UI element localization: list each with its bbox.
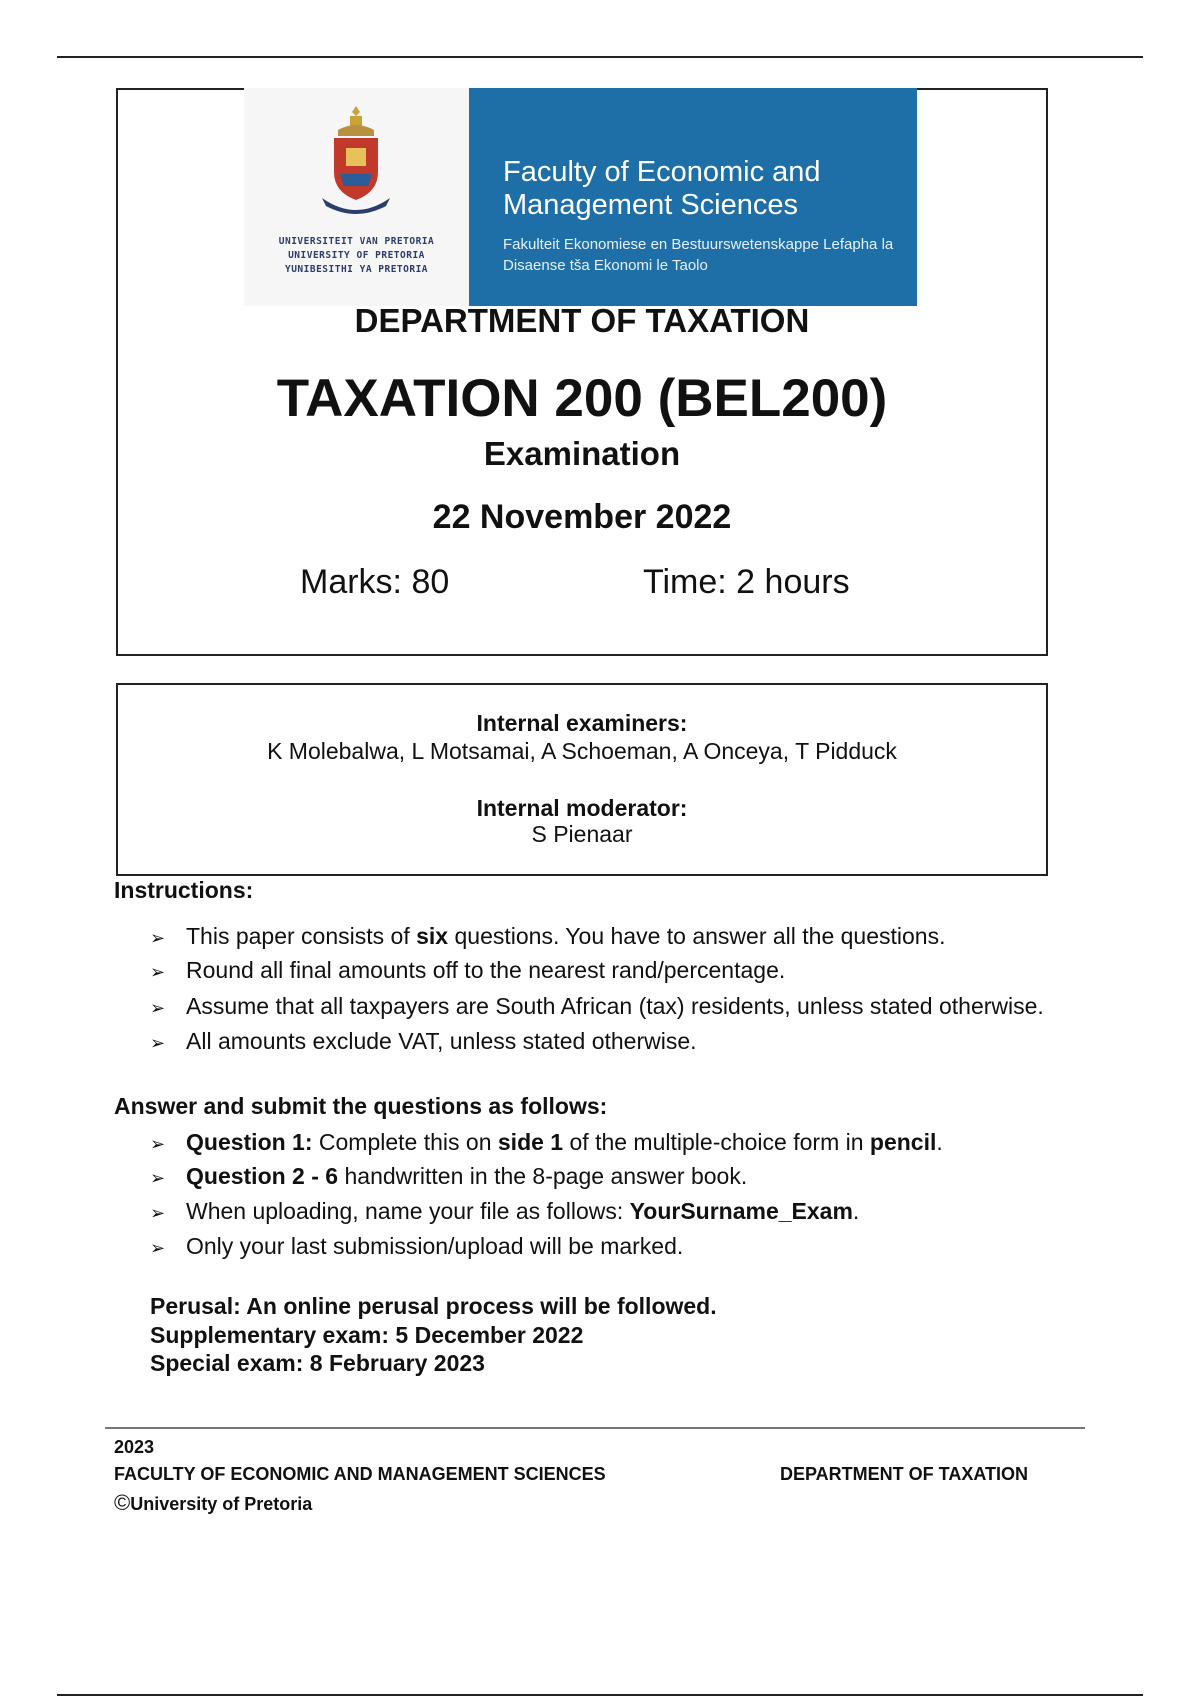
instruction-item: ➢ Assume that all taxpayers are South African (tax) residents, unless stated otherwise. bbox=[150, 993, 1044, 1019]
instruction-item: ➢ All amounts exclude VAT, unless stated otherwise. bbox=[150, 1028, 697, 1054]
examiners-label: Internal examiners: bbox=[476, 710, 688, 736]
moderator-label: Internal moderator: bbox=[476, 795, 688, 821]
university-crest-icon bbox=[316, 102, 396, 222]
footer-copyright: ©University of Pretoria bbox=[114, 1490, 313, 1515]
perusal-note: Perusal: An online perusal process will be followed. bbox=[150, 1293, 717, 1319]
copyright-icon: © bbox=[114, 1490, 131, 1515]
supplementary-exam: Supplementary exam: 5 December 2022 bbox=[150, 1322, 584, 1348]
arrow-bullet-icon: ➢ bbox=[150, 998, 166, 1018]
footer-year: 2023 bbox=[114, 1437, 155, 1457]
submission-heading: Answer and submit the questions as follows: bbox=[114, 1093, 608, 1119]
arrow-bullet-icon: ➢ bbox=[150, 1033, 166, 1053]
footer-department: DEPARTMENT OF TAXATION bbox=[780, 1464, 1028, 1484]
instruction-item: ➢ This paper consists of six questions. You have to answer all the questions. bbox=[150, 923, 946, 949]
faculty-banner bbox=[469, 88, 917, 306]
course-title: TAXATION 200 (BEL200) bbox=[276, 369, 888, 428]
marks: Marks: 80 bbox=[300, 563, 450, 601]
arrow-bullet-icon: ➢ bbox=[150, 1134, 166, 1154]
moderator-name: S Pienaar bbox=[531, 821, 633, 847]
time-allowed: Time: 2 hours bbox=[643, 563, 850, 601]
instructions-heading: Instructions: bbox=[114, 877, 254, 903]
instruction-item: ➢ Round all final amounts off to the nearest rand/percentage. bbox=[150, 957, 786, 983]
submission-item: ➢ Question 1: Complete this on side 1 of the multiple-choice form in pencil. bbox=[150, 1129, 943, 1155]
submission-item: ➢ Only your last submission/upload will be marked. bbox=[150, 1233, 684, 1259]
university-name-afrikaans: UNIVERSITEIT VAN PRETORIA bbox=[278, 236, 435, 247]
faculty-subtitle: Fakulteit Ekonomiese en Bestuurswetenskappe Lefapha la Disaense tša Ekonomi le Taolo bbox=[503, 236, 894, 274]
submission-item: ➢ Question 2 - 6 handwritten in the 8-page answer book. bbox=[150, 1163, 748, 1189]
exam-type: Examination bbox=[483, 435, 681, 472]
arrow-bullet-icon: ➢ bbox=[150, 1168, 166, 1188]
arrow-bullet-icon: ➢ bbox=[150, 1203, 166, 1223]
logo-banner bbox=[244, 88, 917, 306]
footer-faculty: FACULTY OF ECONOMIC AND MANAGEMENT SCIENCES bbox=[114, 1464, 606, 1484]
footer-rule bbox=[105, 1427, 1085, 1429]
arrow-bullet-icon: ➢ bbox=[150, 962, 166, 982]
exam-date: 22 November 2022 bbox=[432, 498, 732, 536]
department-title: DEPARTMENT OF TAXATION bbox=[354, 302, 810, 339]
top-rule bbox=[57, 56, 1143, 58]
university-name-sepedi: YUNIBESITHI YA PRETORIA bbox=[284, 264, 429, 275]
arrow-bullet-icon: ➢ bbox=[150, 1238, 166, 1258]
submission-item: ➢ When uploading, name your file as follows: YourSurname_Exam. bbox=[150, 1198, 860, 1224]
bottom-rule bbox=[57, 1694, 1143, 1696]
special-exam: Special exam: 8 February 2023 bbox=[150, 1350, 485, 1376]
university-logo bbox=[244, 88, 469, 306]
arrow-bullet-icon: ➢ bbox=[150, 928, 166, 948]
examiners-names: K Molebalwa, L Motsamai, A Schoeman, A Onceya, T Pidduck bbox=[267, 738, 897, 764]
university-name-english: UNIVERSITY OF PRETORIA bbox=[288, 250, 425, 261]
faculty-title: Faculty of Economic and Management Sciences bbox=[503, 156, 821, 221]
